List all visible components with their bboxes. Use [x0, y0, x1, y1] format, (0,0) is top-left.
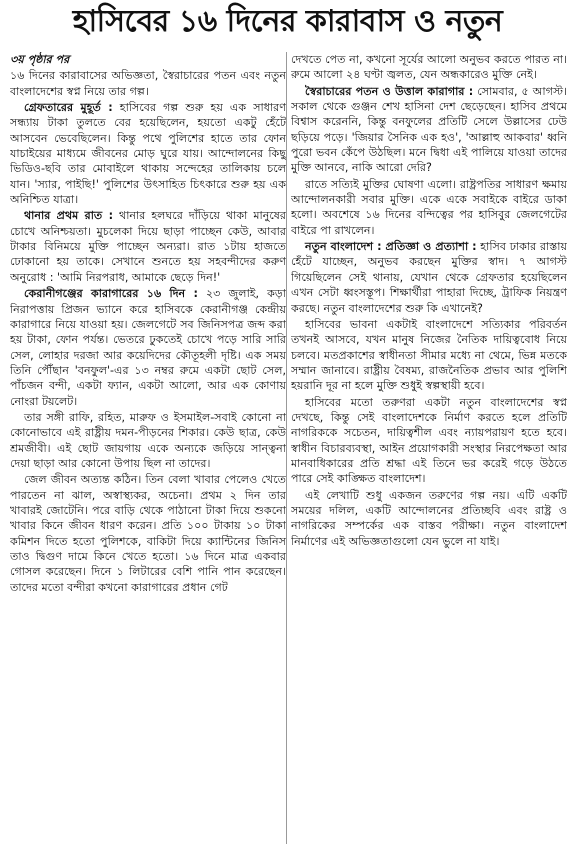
- article-paragraph: কেরানীগঞ্জের কারাগারের ১৬ দিন : ২৩ জুলাই, কড়া নিরাপত্তায় প্রিজন ভ্যানে করে হাসিবকে কেরানীগঞ্জ কেন্দ্রীয় কারাগারে নিয়ে যাওয়া হয়। জেলগেটে সব জিনিসপত্র জব্দ করা হয় টাকা, ফোন পর্যন্ত। ভেতরে ঢুকতেই চোখে পড়ে সারি সারি সেল, লোহার দরজা আর কয়েদিদের কৌতূহলী দৃষ্টি। এক সময় তিনি পৌঁছান 'বনফুল'-এর ১৩ নম্বর রুমে একটা ছোট সেল, পাঁচজন বন্দী, একটা ফ্যান, একটা আলো, আর এক কোণায় নোংরা টয়লেট।: [10, 287, 286, 408]
- article-column-right: [291, 52, 567, 848]
- column-divider: [286, 52, 287, 844]
- article-column-left: [10, 52, 286, 848]
- article-intro: ১৬ দিনের কারাবাসের অভিজ্ঞতা, স্বৈরাচারের পতন এবং নতুন বাংলাদেশের স্বপ্ন নিয়ে তার গল্প।: [10, 69, 286, 98]
- article-paragraph: জেল জীবন অত্যন্ত কঠিন। তিন বেলা খাবার পেলেও খেতে পারতেন না ঝাল, অস্বাস্থ্যকর, অচেনা। প্রথম ২ দিন তার খাবারই জোটেনি। পরে বাড়ি থেকে পাঠানো টাকা দিয়ে শুকনো খাবার কিনে জীবন ধারণ করেন। প্রতি ১০০ টাকায় ১০ টাকা কমিশন দিতে হতো পুলিশকে, বাকিটা দিয়ে ক্যান্টিনের জিনিস তাও দ্বিগুণ দামে কিনে খেতে হতো। ১৬ দিনে মাত্র একবার গোসল করেছেন। দিনে ১ লিটারের বেশি পানি পান করেছেন। তাদের মতো বন্দীরা কখনো কারাগারের প্রধান গেট: [10, 473, 286, 594]
- article-paragraph: স্বৈরাচারের পতন ও উত্তাল কারাগার : সোমবার, ৫ আগস্ট। সকাল থেকে গুঞ্জন শেখ হাসিনা দেশ ছেড়েছেন। হাসিব প্রথমে বিশ্বাস করেননি, কিন্তু বনফুলের প্রতিটি সেলে উল্লাসের ঢেউ ছড়িয়ে পড়ে। 'জিয়ার সৈনিক এক হও', 'আল্লাহু আকবার' ধ্বনি পুরো ভবন কেঁপে উঠছিল। মনে দ্বিধা এই পালিয়ে যাওয়া তাদের মুক্তি আনবে, নাকি আরো দেরি?: [291, 84, 567, 175]
- article-paragraph: তার সঙ্গী রাফি, রহিত, মারুফ ও ইসমাইল-সবাই কোনো না কোনোভাবে এই রাষ্ট্রীয় দমন-পীড়নের শিকার। কেউ ছাত্র, কেউ শ্রমজীবী। এই ছোট জায়গায় একে অন্যকে জড়িয়ে সান্ত্বনা দেয়া ছাড়া আর কোনো উপায় ছিল না তাদের।: [10, 410, 286, 470]
- article-paragraph: দেখতে পেত না, কখনো সূর্যের আলো অনুভব করতে পারত না। রুমে আলো ২৪ ঘণ্টা জ্বলত, যেন অন্ধকারেও মুক্তি নেই।: [291, 53, 567, 82]
- subheading-jail-days: কেরানীগঞ্জের কারাগারের ১৬ দিন :: [24, 287, 198, 301]
- continuation-kicker: ৩য় পৃষ্ঠার পর: [10, 53, 70, 66]
- article-paragraph: গ্রেফতারের মুহূর্ত : হাসিবের গল্প শুরু হয় এক সাধারণ সন্ধ্যায় টাকা তুলতে বের হয়েছিলেন, হয়তো একটু হেঁটে আসবেন ভেবেছিলেন। কিন্তু পথে পুলিশের হাতে তার ফোন যাচাইয়ের মাধ্যমে জীবনের মোড় ঘুরে যায়। আন্দোলনের কিছু ভিডিও-ছবি তার মোবাইলে থাকায় সন্দেহের তালিকায় চলে যান। 'স্যার, পাইছি!' পুলিশের উৎসাহিত চিৎকারে শুরু হয় এক অনিশ্চিত যাত্রা।: [10, 101, 286, 207]
- article-paragraph: থানার প্রথম রাত : থানার হলঘরে দাঁড়িয়ে থাকা মানুষের চোখে অনিশ্চয়তা। মুচলেকা দিয়ে ছাড়া পাচ্ছেন কেউ, আবার টাকার বিনিময়ে মুক্তি পাচ্ছেন অন্যরা। রাত ১টায় হাজতে ঢোকানো হয় তাকে। সেখানে শুনতে হয় সহবন্দীদের করুণ অনুরোধ : 'আমি নিরপরাধ, আমাকে ছেড়ে দিন!': [10, 209, 286, 284]
- article-paragraph: এই লেখাটি শুধু একজন তরুণের গল্প নয়। এটি একটি সময়ের দলিল, একটি আন্দোলনের প্রতিচ্ছবি এবং রাষ্ট্র ও নাগরিকের সম্পর্কের এক বাস্তব পরীক্ষা। নতুন বাংলাদেশ নির্মাণের এই অভিজ্ঞতাগুলো যেন ভুলে না যাই।: [291, 488, 567, 548]
- subheading-new-bangladesh: নতুন বাংলাদেশ : প্রতিজ্ঞা ও প্রত্যাশা :: [305, 240, 477, 254]
- subheading-arrest: গ্রেফতারের মুহূর্ত :: [24, 101, 113, 115]
- article-paragraph: রাতে সত্যিই মুক্তির ঘোষণা এলো। রাষ্ট্রপতির সাধারণ ক্ষমায় আন্দোলনকারী সবার মুক্তি। একে একে সবাইকে বাইরে ডাকা হলো। অবশেষে ১৬ দিনের বন্দিত্বের পর হাসিবুর জেলগেটের বাইরে পা রাখলেন।: [291, 177, 567, 237]
- article-paragraph: নতুন বাংলাদেশ : প্রতিজ্ঞা ও প্রত্যাশা : হাসিব ঢাকার রাস্তায় হেঁটে যাচ্ছেন, অনুভব করছেন মুক্তির স্বাদ। ৭ আগস্ট গিয়েছিলেন সেই থানায়, যেখান থেকে গ্রেফতার হয়েছিলেন এখন সেটা ধ্বংসস্তূপ। শিক্ষার্থীরা পাহারা দিচ্ছে, ট্রাফিক নিয়ন্ত্রণ করছে। নতুন বাংলাদেশের শুরু কি এখানেই?: [291, 240, 567, 315]
- subheading-fall: স্বৈরাচারের পতন ও উত্তাল কারাগার :: [305, 84, 474, 98]
- article-paragraph: হাসিবের ভাবনা একটাই বাংলাদেশে সত্যিকার পরিবর্তন তখনই আসবে, যখন মানুষ নিজের নৈতিক দায়িত্ববোধ নিয়ে চলবে। মতপ্রকাশের স্বাধীনতা সীমার মধ্যে না থেমে, ভিন্ন মতকে সম্মান জানাবে। রাষ্ট্রীয় বৈষম্য, রাজনৈতিক প্রভাব আর পুলিশি হয়রানি দূর না হলে মুক্তি শুধুই স্বল্পস্থায়ী হবে।: [291, 317, 567, 393]
- article-paragraph: হাসিবের মতো তরুণরা একটা নতুন বাংলাদেশের স্বপ্ন দেখছে, কিন্তু সেই বাংলাদেশকে নির্মাণ করতে হলে প্রতিটি নাগরিককে সচেতন, দায়িত্বশীল এবং ন্যায়পরায়ণ হতে হবে। স্বাধীন বিচারব্যবস্থা, আইন প্রয়োগকারী সংস্থার নিরপেক্ষতা আর মানবাধিকারের প্রতি শ্রদ্ধা এই তিনে ভর করেই গড়ে উঠতে পারে সেই কাঙ্ক্ষিত বাংলাদেশ।: [291, 395, 567, 486]
- article-headline: হাসিবের ১৬ দিনের কারাবাস ও নতুন: [72, 4, 503, 39]
- subheading-first-night: থানার প্রথম রাত :: [24, 209, 114, 223]
